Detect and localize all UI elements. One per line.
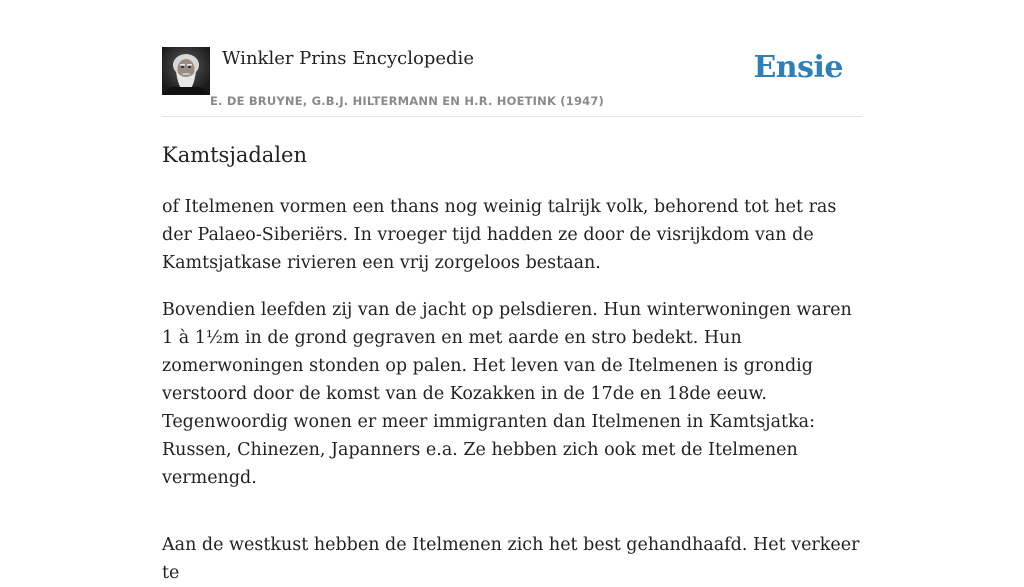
article-paragraph: Aan de westkust hebben de Itelmenen zich het best gehandhaafd. Het verkeer te [162,535,860,583]
publication-authors: E. DE BRUYNE, G.B.J. HILTERMANN EN H.R. HOETINK (1947) [210,94,605,108]
author-portrait-icon [162,47,210,95]
article-body [162,193,864,587]
article-paragraph: Bovendien leefden zij van de jacht op pelsdieren. Hun winterwoningen waren 1 à 1½m in de grond gegraven en met aarde en stro bedekt. Hun zomerwoningen stonden op palen. Het leven van de Itelmenen is grondig verstoord door de komst van de Kozakken in de 17de en 18de eeuw. Tegenwoordig wonen er meer immigranten dan Itelmenen in Kamtsjatka: Russen, Chinezen, Japanners e.a. Ze hebben zich ook met de Itelmenen vermengd. [162,300,852,488]
author-avatar[interactable] [162,47,210,95]
brand-logo[interactable]: Ensie [753,50,843,85]
article-title: Kamtsjadalen [162,143,308,167]
article-paragraph: of Itelmenen vormen een thans nog weinig talrijk volk, behorend tot het ras der Palaeo-Siberiërs. In vroeger tijd hadden ze door de visrijkdom van de Kamtsjatkase rivieren een vrij zorgeloos bestaan. [162,197,837,273]
publication-header [162,44,862,117]
publication-title[interactable]: Winkler Prins Encyclopedie [222,48,474,69]
